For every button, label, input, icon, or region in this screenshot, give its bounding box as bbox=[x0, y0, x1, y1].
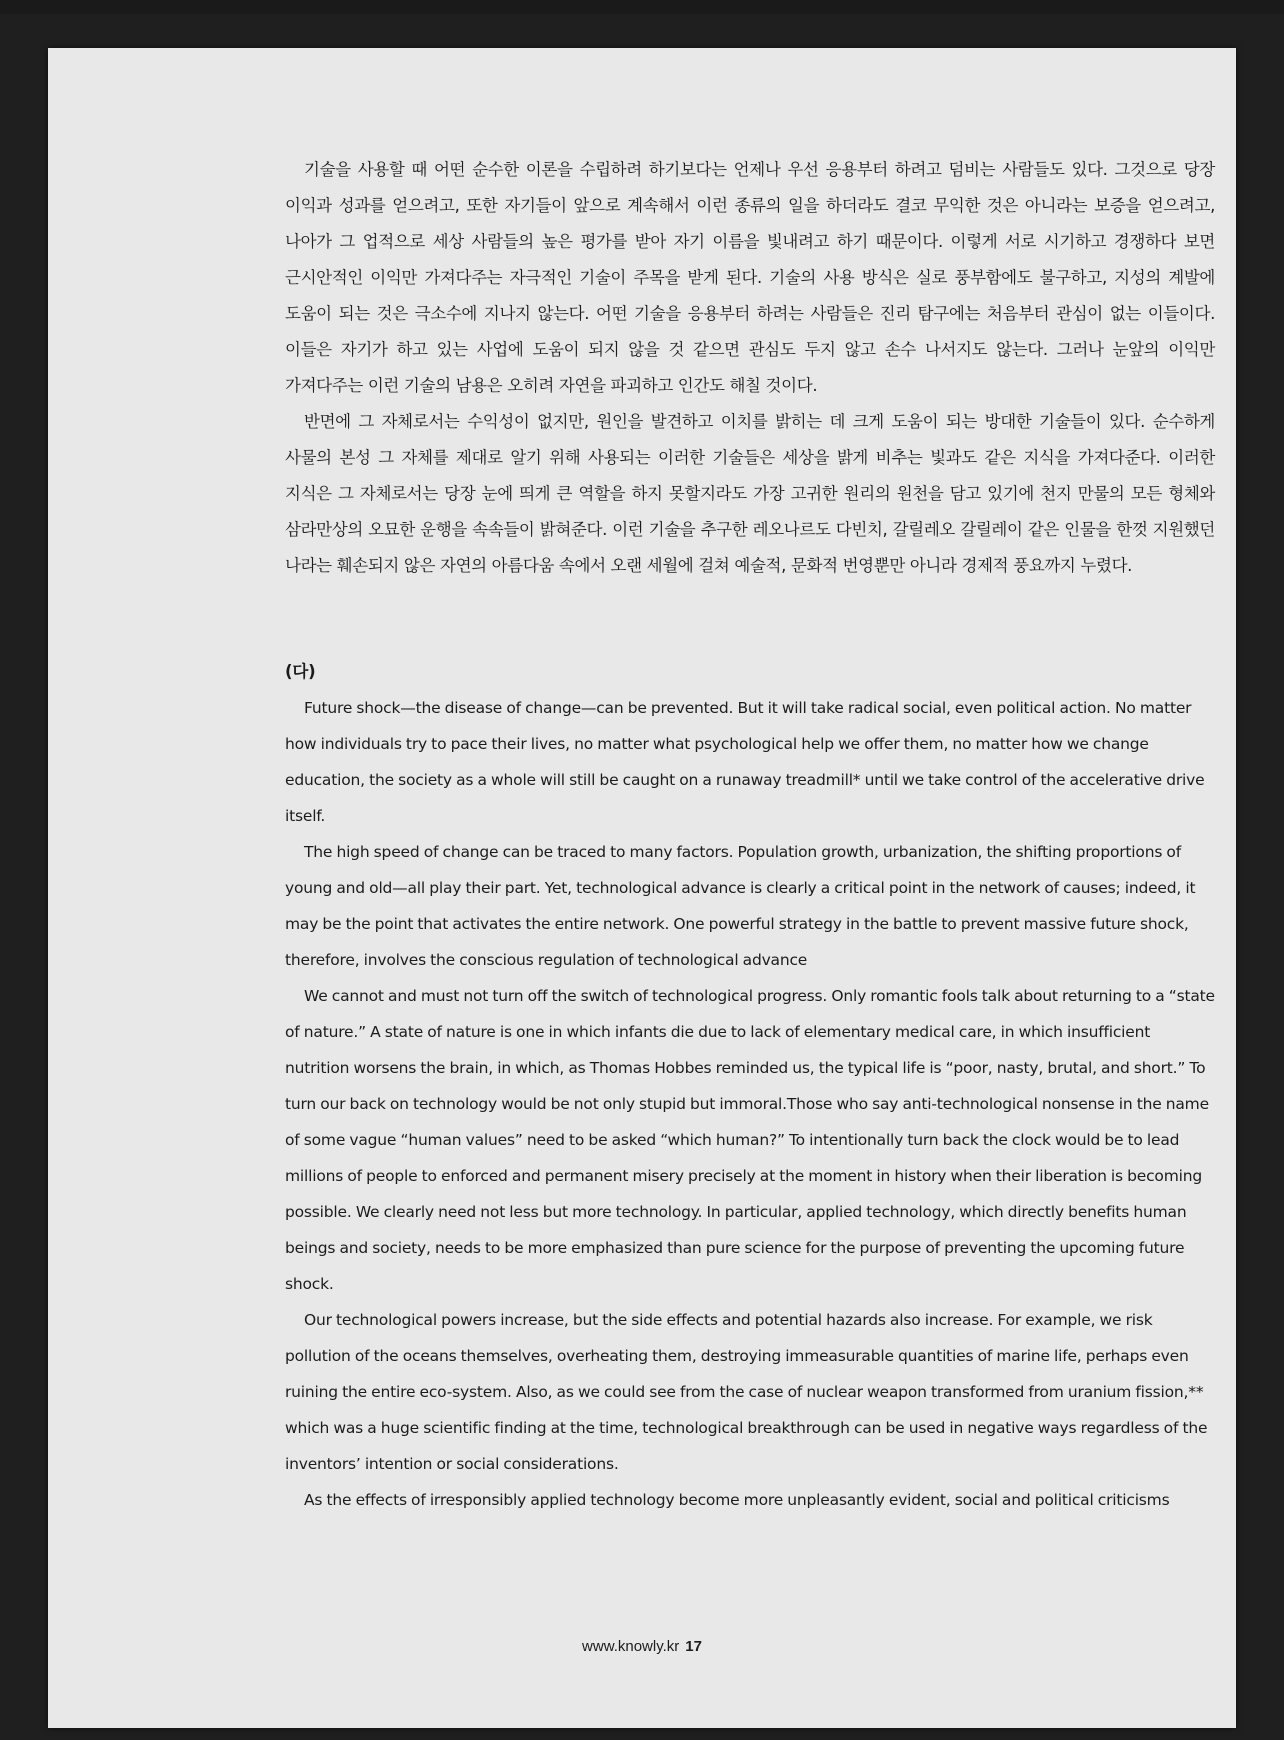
footer-website: www.knowly.kr bbox=[582, 1638, 680, 1655]
section-spacer bbox=[285, 584, 1215, 654]
page-number: 17 bbox=[685, 1638, 702, 1655]
page-content bbox=[285, 152, 1215, 1518]
english-paragraph-1: Future shock—the disease of change—can be prevented. But it will take radical social, even political action. No matter how individuals try to pace their lives, no matter what psychological help we offer them, no matter how we change education, the society as a whole will still be caught on a runaway treadmill* until we take control of the accelerative drive itself. bbox=[285, 699, 1205, 825]
korean-paragraph-2: 반면에 그 자체로서는 수익성이 없지만, 원인을 발견하고 이치를 밝히는 데 크게 도움이 되는 방대한 기술들이 있다. 순수하게 사물의 본성 그 자체를 제대로 알기 위해 사용되는 이러한 기술들은 세상을 밝게 비추는 빛과도 같은 지식을 가져다준다. 이러한 지식은 그 자체로서는 당장 눈에 띄게 큰 역할을 하지 못할지라도 가장 고귀한 원리의 원천을 담고 있기에 천지 만물의 모든 형체와 삼라만상의 오묘한 운행을 속속들이 밝혀준다. 이런 기술을 추구한 레오나르도 다빈치, 갈릴레오 갈릴레이 같은 인물을 한껏 지원했던 나라는 훼손되지 않은 자연의 아름다움 속에서 오랜 세월에 걸쳐 예술적, 문화적 번영뿐만 아니라 경제적 풍요까지 누렸다. bbox=[285, 412, 1215, 575]
korean-paragraph-1: 기술을 사용할 때 어떤 순수한 이론을 수립하려 하기보다는 언제나 우선 응용부터 하려고 덤비는 사람들도 있다. 그것으로 당장 이익과 성과를 얻으려고, 또한 자기들이 앞으로 계속해서 이런 종류의 일을 하더라도 결코 무익한 것은 아니라는 보증을 얻으려고, 나아가 그 업적으로 세상 사람들의 높은 평가를 받아 자기 이름을 빛내려고 하기 때문이다. 이렇게 서로 시기하고 경쟁하다 보면 근시안적인 이익만 가져다주는 자극적인 기술이 주목을 받게 된다. 기술의 사용 방식은 실로 풍부함에도 불구하고, 지성의 계발에 도움이 되는 것은 극소수에 지나지 않는다. 어떤 기술을 응용부터 하려는 사람들은 진리 탐구에는 처음부터 관심이 없는 이들이다. 이들은 자기가 하고 있는 사업에 도움이 되지 않을 것 같으면 관심도 두지 않고 손수 나서지도 않는다. 그러나 눈앞의 이익만 가져다주는 이런 기술의 남용은 오히려 자연을 파괴하고 인간도 해칠 것이다. bbox=[285, 160, 1215, 395]
english-paragraph-2: The high speed of change can be traced to many factors. Population growth, urbanization, the shifting proportions of young and old—all play their part. Yet, technological advance is clearly a critical point in the network of causes; indeed, it may be the point that activates the entire network. One powerful strategy in the battle to prevent massive future shock, therefore, involves the conscious regulation of technological advance bbox=[285, 843, 1196, 969]
document-page bbox=[48, 48, 1236, 1728]
viewer-top-bar bbox=[0, 0, 1284, 14]
english-paragraph-4: Our technological powers increase, but the side effects and potential hazards also increase. For example, we risk pollution of the oceans themselves, overheating them, destroying immeasurable quantities of marine life, perhaps even ruining the entire eco-system. Also, as we could see from the case of nuclear weapon transformed from uranium fission,** which was a huge scientific finding at the time, technological breakthrough can be used in negative ways regardless of the inventors’ intention or social considerations. bbox=[285, 1311, 1208, 1473]
english-paragraph-5: As the effects of irresponsibly applied technology become more unpleasantly evident, social and political criticisms bbox=[304, 1491, 1170, 1509]
english-paragraph-3: We cannot and must not turn off the switch of technological progress. Only romantic fools talk about returning to a “state of nature.” A state of nature is one in which infants die due to lack of elementary medical care, in which insufficient nutrition worsens the brain, in which, as Thomas Hobbes reminded us, the typical life is “poor, nasty, brutal, and short.” To turn our back on technology would be not only stupid but immoral.Those who say anti-technological nonsense in the name of some vague “human values” need to be asked “which human?” To intentionally turn back the clock would be to lead millions of people to enforced and permanent misery precisely at the moment in history when their liberation is becoming possible. We clearly need not less but more technology. In particular, applied technology, which directly benefits human beings and society, needs to be more emphasized than pure science for the purpose of preventing the upcoming future shock. bbox=[285, 987, 1215, 1293]
section-label: (다) bbox=[285, 662, 316, 681]
page-footer bbox=[48, 1638, 1236, 1655]
